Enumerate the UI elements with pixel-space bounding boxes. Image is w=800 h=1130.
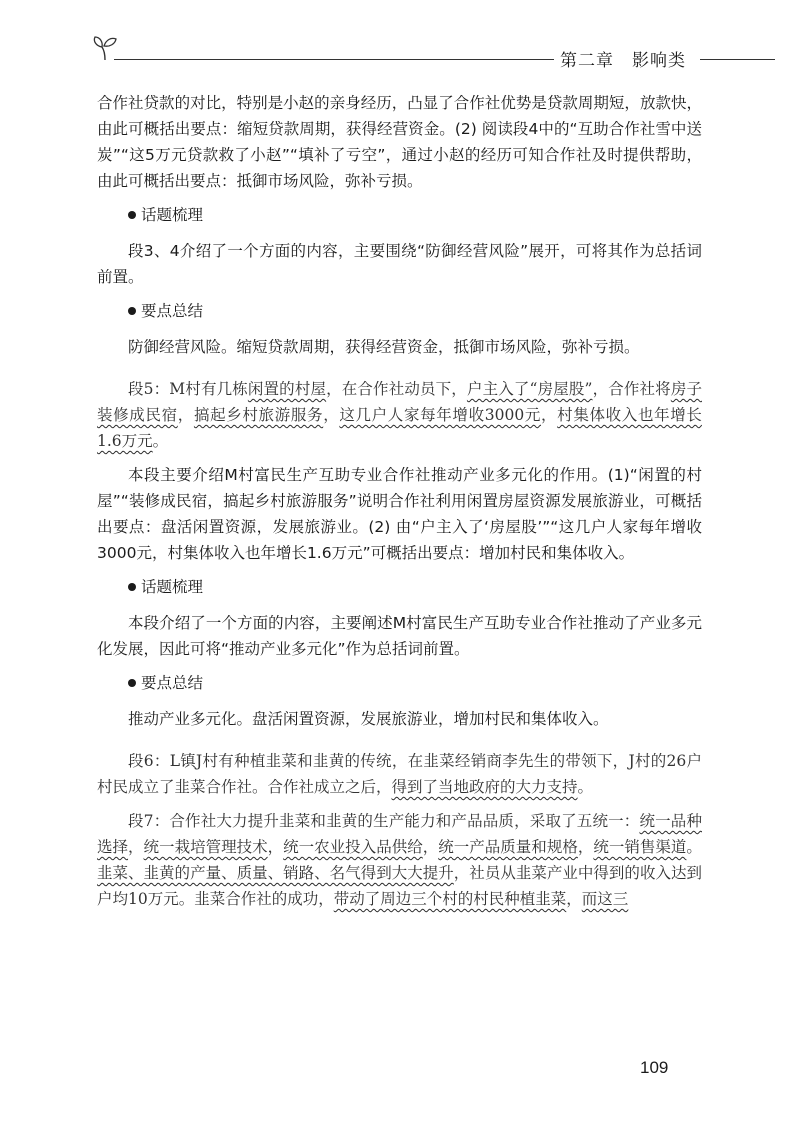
wavy-text: 搞起乡村旅游服务: [193, 406, 324, 424]
wavy-text: 闲置的村屋: [247, 380, 327, 398]
paragraph-analysis-1: 合作社贷款的对比，特别是小赵的亲身经历，凸显了合作社优势是贷款周期短，放款快，由此可概括出要点：缩短贷款周期，获得经营资金。(2) 阅读段4中的“互助合作社雪中送炭”“这5万元贷款救了小赵”“填补了亏空”，通过小赵的经历可知合作社及时提供帮助，由此可概括出要点：抵御市场风险，弥补亏损。: [97, 94, 702, 190]
text: ，: [422, 838, 439, 856]
chapter-title: [560, 46, 686, 71]
bullet-heading: [97, 574, 702, 600]
bullet-heading: [97, 298, 702, 324]
text: 。: [577, 778, 594, 796]
wavy-text: 统一栽培管理技术: [143, 838, 268, 856]
section-label: 影响类: [632, 51, 686, 71]
bullet-dot-icon: [128, 679, 136, 687]
text: ，: [541, 406, 558, 424]
wavy-text: 带动了周边三个村的村民种植韭菜: [333, 890, 567, 908]
wavy-text: 韭菜、韭黄的产量、质量、销路、名气得到大大提升: [97, 864, 454, 882]
wavy-text: 统一产品质量和规格: [438, 838, 578, 856]
bullet-heading-label: 话题梳理: [141, 578, 204, 596]
paragraph-summary-2: 推动产业多元化。盘活闲置资源，发展旅游业，增加村民和集体收入。: [128, 710, 609, 728]
text: ，: [128, 838, 144, 856]
bullet-heading: [97, 670, 702, 696]
text: ，在合作社动员下，: [326, 380, 467, 398]
chapter-label: 第二章: [560, 51, 614, 71]
source-paragraph-7: [97, 808, 702, 912]
paragraph-summary-1: 防御经营风险。缩短贷款周期，获得经营资金，抵御市场风险，弥补亏损。: [128, 338, 640, 356]
header-rule-left: [114, 59, 554, 60]
text: ，: [566, 890, 582, 908]
text: 段7：合作社大力提升韭菜和韭黄的生产能力和产品品质，采取了五统一：: [128, 812, 640, 830]
bullet-heading-label: 话题梳理: [141, 206, 204, 224]
source-paragraph-6: [97, 748, 702, 800]
wavy-text: 统一农业投入品供给: [283, 838, 423, 856]
header-rule-right: [700, 59, 775, 60]
page-content: [97, 90, 702, 912]
bullet-heading-label: 要点总结: [141, 674, 204, 692]
paragraph-analysis-2: 本段主要介绍M村富民生产互助专业合作社推动产业多元化的作用。(1)“闲置的村屋”“装修成民宿，搞起乡村旅游服务”说明合作社利用闲置房屋资源发展旅游业，可概括出要点：盘活闲置资源，发展旅游业。(2) 由“户主入了‘房屋股’”“这几户人家每年增收3000元，村集体收入也年增长1.6万元”可概括出要点：增加村民和集体收入。: [97, 466, 702, 562]
text: 段5：M村有几栋: [128, 380, 248, 398]
source-paragraph-5: [97, 376, 702, 454]
bullet-dot-icon: [128, 307, 136, 315]
bullet-heading-label: 要点总结: [141, 302, 204, 320]
wavy-text: 统一销售渠道: [593, 838, 687, 856]
page-number: 109: [640, 1058, 669, 1077]
paragraph-topic-2: 本段介绍了一个方面的内容，主要阐述M村富民生产互助专业合作社推动了产业多元化发展，因此可将“推动产业多元化”作为总括词前置。: [97, 614, 702, 658]
text: 。: [686, 838, 702, 856]
sprout-icon: [90, 32, 120, 62]
wavy-text: 统一品种选择: [97, 812, 702, 856]
text: 段6：L镇J村有种植韭菜和韭黄的传统，在韭菜经销商李先生的带领下，J村的26户村民成立了韭菜合作社。合作社成立之后，: [97, 752, 702, 796]
paragraph-topic-1: 段3、4介绍了一个方面的内容，主要围绕“防御经营风险”展开，可将其作为总括词前置。: [97, 242, 702, 286]
text: 。: [152, 432, 169, 450]
wavy-text: 房子装修成民宿: [97, 380, 702, 424]
page-header: [90, 32, 775, 72]
bullet-heading: [97, 202, 702, 228]
text: ，: [577, 838, 594, 856]
text: ，社员从韭菜产业中得到的收入达到户均10万元。韭菜合作社的成功，: [97, 864, 702, 908]
text: ，: [323, 406, 340, 424]
wavy-text: 得到了当地政府的大力支持: [391, 778, 578, 796]
bullet-dot-icon: [128, 211, 136, 219]
wavy-text: 而这三: [581, 890, 629, 908]
text: ，: [177, 406, 194, 424]
wavy-text: 这几户人家每年增收3000元: [339, 406, 542, 424]
text: ，合作社将: [592, 380, 671, 398]
wavy-text: 户主入了“房屋股”: [466, 380, 593, 398]
wavy-text: 村集体收入也年增长1.6万元: [97, 406, 702, 450]
text: ，: [267, 838, 284, 856]
bullet-dot-icon: [128, 583, 136, 591]
